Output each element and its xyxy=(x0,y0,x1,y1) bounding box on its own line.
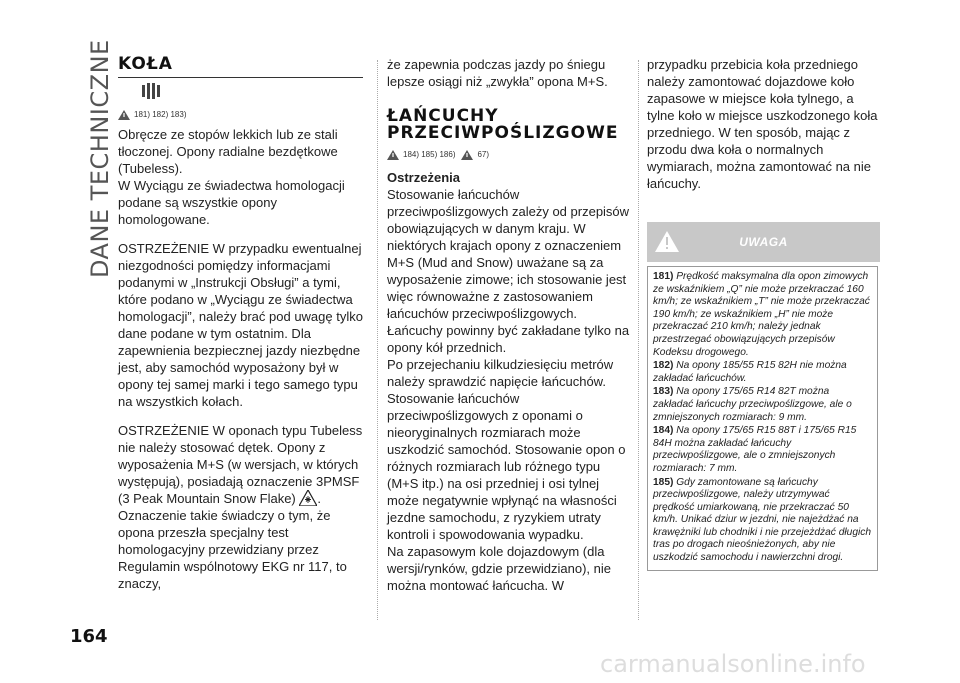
paragraph: przypadku przebicia koła przedniego należy zamontować dojazdowe koło zapasowe w miejsce koła tylnego, a tylne koło w miejsce uszkodzonego koła przedniego. W ten sposób, mając z przodu dwa koła o normalnych wymiarach, można zamontować na nie łańcuchy. xyxy=(647,57,878,191)
column-divider xyxy=(377,60,378,620)
notice-item: 184) Na opony 175/65 R15 88T i 175/65 R15 84H można zakładać łańcuchy przeciwpoślizgowe, ale o zmniejszonych rozmiarach: 7 mm. xyxy=(653,425,857,474)
notice-title: UWAGA xyxy=(739,235,788,249)
snowflake-mountain-icon xyxy=(299,490,317,506)
paragraph: Stosowanie łańcuchów przeciwpoślizgowych z oponami o nieoryginalnych rozmiarach może uszkodzić samochód. Stosowanie opon o różnych rozmiarach lub różnego typu (M+S itp.) na osi przedniej i osi tylnej może negatywnie wpłynąć na własności jezdne samochodu, z ryzykiem utraty kontroli i spowodowania wypadku. xyxy=(387,391,626,542)
paragraph: Na zapasowym kole dojazdowym (dla wersji/rynków, gdzie przewidziano), nie można montować łańcucha. W xyxy=(387,544,611,593)
watermark: carmanualsonline.info xyxy=(600,650,866,678)
wheel-icon xyxy=(140,82,363,104)
paragraph: W Wyciągu ze świadectwa homologacji podane są wszystkie opony homologowane. xyxy=(118,178,345,227)
warning-icon xyxy=(387,150,399,160)
heading-kola: KOŁA xyxy=(118,54,173,74)
column-1 xyxy=(118,56,363,592)
column-divider xyxy=(638,60,639,620)
paragraph: Łańcuchy powinny być zakładane tylko na opony kół przednich. xyxy=(387,323,630,355)
notice-item: 185) Gdy zamontowane są łańcuchy przeciwpoślizgowe, należy utrzymywać prędkość umiarkowaną, nie przekraczać 50 km/h. Unikać dziur w jezdni, nie najeżdżać na krawężniki lub chodniki i nie przejeżdżać długich tras po drogach nieośnieżonych, aby nie uszkodzić samochodu i nawierzchni drogi. xyxy=(653,476,872,564)
notice-box xyxy=(647,266,878,571)
warning-icon xyxy=(118,110,130,120)
paragraph: OSTRZEŻENIE W przypadku ewentualnej niezgodności pomiędzy informacjami podanymi w „Instrukcji Obsługi” a tymi, które podano w „Wyciągu ze świadectwa homologacji”, należy brać pod uwagę tylko dane podane w tym ostatnim. Dla zapewnienia bezpiecznej jazdy niezbędne jest, aby samochód wyposażony był w opony tej samej marki i tego samego typu na wszystkich kołach. xyxy=(118,241,363,409)
notice-item: 182) Na opony 185/55 R15 82H nie można zakładać łańcuchów. xyxy=(653,360,847,384)
warning-refs: 184) 185) 186) 67) xyxy=(387,146,632,163)
page-number: 164 xyxy=(70,626,108,647)
heading-rule xyxy=(118,77,363,78)
caution-icon xyxy=(461,150,473,160)
paragraph: że zapewnia podczas jazdy po śniegu lepsze osiągi niż „zwykła” opona M+S. xyxy=(387,57,608,89)
paragraph: OSTRZEŻENIE W oponach typu Tubeless nie należy stosować dętek. Opony z wyposażenia M+S (w wersjach, w których występują), posiadają oznaczenie 3PMSF (3 Peak Mountain Snow Flake) . Oznaczenie takie świadczy o tym, że opona przeszła specjalny test homologacyjny przewidziany przez Regulamin wspólnotowy EKG nr 117, to znaczy, xyxy=(118,423,363,591)
section-side-title: DANE TECHNICZNE xyxy=(86,39,114,278)
warning-refs: 181) 182) 183) xyxy=(118,106,363,123)
heading-chains: ŁAŃCUCHY PRZECIWPOŚLIZGOWE xyxy=(387,106,619,143)
paragraph: Obręcze ze stopów lekkich lub ze stali tłoczonej. Opony radialne bezdętkowe (Tubeless). xyxy=(118,127,338,176)
column-2 xyxy=(387,56,632,594)
notice-item: 183) Na opony 175/65 R14 82T można zakładać łańcuchy przeciwpoślizgowe, ale o zmniejszonych rozmiarach: 9 mm. xyxy=(653,386,852,423)
subheading: Ostrzeżenia xyxy=(387,170,460,185)
column-3 xyxy=(647,56,882,571)
paragraph: Po przejechaniu kilkudziesięciu metrów należy sprawdzić napięcie łańcuchów. xyxy=(387,357,614,389)
paragraph: Stosowanie łańcuchów przeciwpoślizgowych zależy od przepisów obowiązujących w danym kraju. W niektórych krajach opony z oznaczeniem M+S (Mud and Snow) uważane są za wyposażenie zimowe; ich stosowanie jest więc równoważne z zastosowaniem łańcuchów przeciwpoślizgowych. xyxy=(387,187,630,321)
notice-header xyxy=(647,222,880,262)
notice-item: 181) Prędkość maksymalna dla opon zimowych ze wskaźnikiem „Q” nie może przekraczać 160 km/h; ze wskaźnikiem „T” nie może przekraczać 190 km/h; ze wskaźnikiem „H” nie może przekraczać 210 km/h; należy jednak przestrzegać obowiązujących przepisów Kodeksu drogowego. xyxy=(653,271,870,358)
